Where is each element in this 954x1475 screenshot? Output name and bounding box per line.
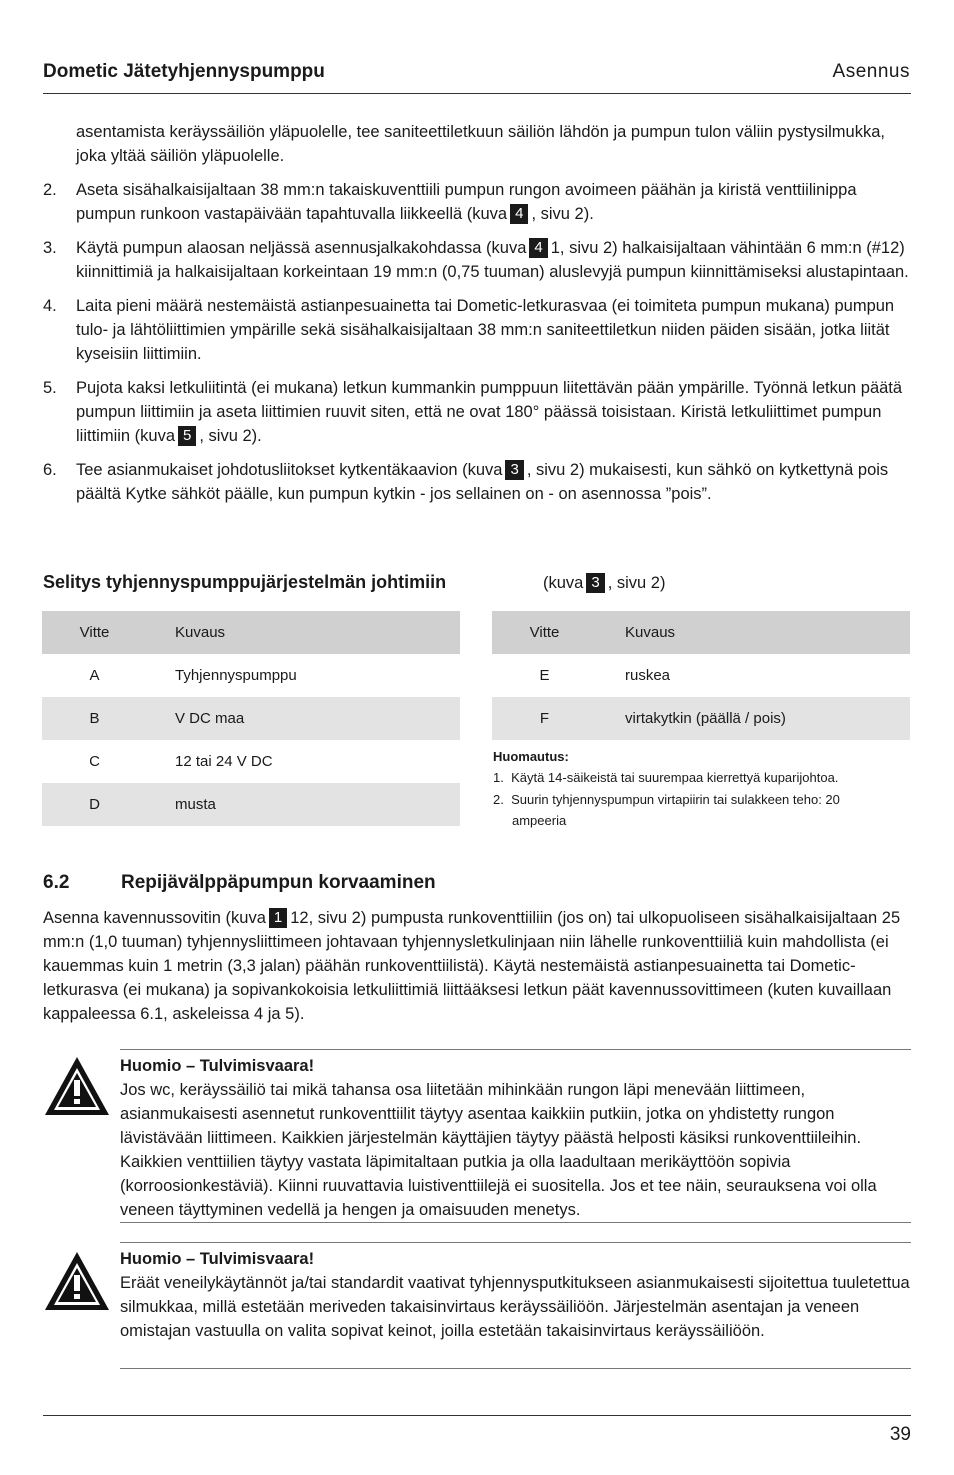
note-number: 1.	[493, 770, 504, 785]
document-title: Dometic Jätetyhjennyspumppu	[43, 61, 325, 82]
step-text: Aseta sisähalkaisijaltaan 38 mm:n takaiskuventtiili pumpun rungon avoimeen päähän ja kiristä venttiilinippa pumpun runkoon vastapäivään tapahtuvalla liikkeellä (kuva	[76, 181, 857, 223]
wiring-table-right	[492, 611, 910, 740]
column-header-description: Kuvaus	[147, 611, 460, 654]
notes-title: Huomautus:	[493, 749, 569, 764]
footer-divider	[43, 1415, 911, 1416]
step-5	[43, 376, 911, 448]
wiring-table-left	[42, 611, 460, 826]
step-number: 5.	[43, 379, 57, 397]
description-cell: ruskea	[625, 667, 671, 684]
table-row	[42, 740, 460, 783]
table-header-row	[492, 611, 910, 654]
header-divider	[43, 93, 911, 94]
wiring-legend-ref	[543, 573, 665, 593]
figure-ref-badge: 1	[269, 908, 287, 928]
warning-bottom-rule	[120, 1368, 911, 1369]
step-text-tail: , sivu 2).	[531, 205, 594, 223]
warning-text: Jos wc, keräyssäiliö tai mikä tahansa osa liitetään mihinkään rungon läpi menevään liittimeen, asianmukaisesti asennetut runkoventtiilit täytyy asentaa kaikkiin putkiin, jotka on yhdistetty rungon lävistävään liittimeen. Kaikkien järjestelmän käyttäjien täytyy päästä helposti käsiksi runkoventtiileihin. Kaikkien venttiilien täytyy vastata läpimitaltaan putkia ja olla laadultaan merikäyttöön sopivia (korroosionkestäviä). Kiinni ruuvattavia luistiventtiilejä ei suositella. Jos et tee näin, seurauksena voi olla veneen täyttyminen vedellä ja hengen ja omaisuuden menetys.	[120, 1081, 877, 1219]
note-1	[493, 767, 903, 788]
step-number: 3.	[43, 239, 57, 257]
ref-prefix: (kuva	[543, 574, 584, 592]
description-cell: musta	[147, 783, 460, 826]
step-3	[43, 236, 911, 284]
warning-title: Huomio – Tulvimisvaara!	[120, 1057, 315, 1075]
section-title: Repijävälppäpumpun korvaaminen	[121, 872, 436, 893]
step-2	[43, 178, 911, 226]
column-header-description: Kuvaus	[597, 611, 910, 654]
warning-bottom-rule	[120, 1222, 911, 1223]
note-number: 2.	[493, 792, 504, 807]
column-header-wire: Vitte	[492, 611, 597, 654]
paragraph-text: Asenna kavennussovitin (kuva	[43, 909, 266, 927]
table-row	[492, 697, 910, 740]
step-6	[43, 458, 911, 506]
step-4	[43, 294, 911, 366]
note-2	[493, 789, 892, 831]
step-text: Käytä pumpun alaosan neljässä asennusjalkakohdassa (kuva	[76, 239, 527, 257]
ref-suffix: , sivu 2)	[607, 574, 666, 592]
warning-triangle-icon	[43, 1055, 111, 1117]
wire-cell: F	[492, 697, 597, 740]
note-text: Käytä 14-säikeistä tai suurempaa kierrettyä kuparijohtoa.	[511, 770, 839, 785]
step-text-tail: 1, sivu 2) halkaisijaltaan vähintään 6 mm:n (#12) kiinnittimiä ja halkaisijaltaan korkeintaan 19 mm:n (0,75 tuuman) aluslevyjä pumpun kiinnittämiseksi alustapintaan.	[76, 239, 909, 281]
wire-cell: D	[42, 783, 147, 826]
table-row	[42, 697, 460, 740]
description-cell: virtakytkin (päällä / pois)	[597, 697, 910, 740]
note-text: Suurin tyhjennyspumpun virtapiirin tai sulakkeen teho: 20 ampeeria	[511, 792, 840, 828]
wire-cell: C	[89, 753, 100, 770]
section-paragraph	[43, 906, 911, 1026]
paragraph-text-tail: 12, sivu 2) pumpusta runkoventtiiliin (jos on) tai ulkopuoliseen sisähalkaisijaltaan 25 mm:n (1,0 tuuman) tyhjennysliittimeen johtavaan tyhjennysletkulinjaan niin lähelle runkoventtiiliä kuin mahdollista (ei kauemmas kuin 1 metrin (3,3 jalan) päähän runkoventtiilistä). Käytä nestemäistä astianpesuainetta tai Dometic-letkurasva (ei mukana) ja sopivankokoisia letkuliittimiä liittääksesi letkun päät kavennussovittimeen (kuten kuvaillaan kappaleessa 6.1, askeleissa 4 ja 5).	[43, 909, 901, 1023]
section-number: 6.2	[43, 872, 70, 893]
page-number: 39	[889, 1424, 911, 1445]
step-number: 2.	[43, 181, 57, 199]
step-continuation: asentamista keräyssäiliön yläpuolelle, tee saniteettiletkuun säiliön lähdön ja pumpun tulon väliin pystysilmukka, joka yltää säiliön yläpuolelle.	[76, 123, 885, 165]
wiring-legend-title: Selitys tyhjennyspumppujärjestelmän johtimiin	[43, 572, 447, 592]
step-text-tail: , sivu 2).	[199, 427, 262, 445]
figure-ref-badge: 4	[510, 204, 528, 224]
section-name: Asennus	[832, 61, 910, 82]
step-number: 4.	[43, 297, 57, 315]
warning-triangle-icon	[43, 1250, 111, 1312]
figure-ref-badge: 4	[529, 238, 547, 258]
step-number: 6.	[43, 461, 57, 479]
figure-ref-badge: 5	[178, 426, 196, 446]
step-text-tail: , sivu 2) mukaisesti, kun sähkö on kytkettynä pois päältä Kytke sähköt päälle, kun pumpun kytkin - jos sellainen on - on asennossa ”pois”.	[76, 461, 889, 503]
table-row	[42, 654, 460, 697]
table-header-row	[42, 611, 460, 654]
warning-block-2	[120, 1247, 911, 1343]
warning-title: Huomio – Tulvimisvaara!	[120, 1250, 315, 1268]
description-cell: 12 tai 24 V DC	[175, 753, 273, 770]
warning-block-1	[120, 1054, 911, 1222]
wire-cell: B	[42, 697, 147, 740]
installation-steps	[43, 120, 911, 516]
description-cell: V DC maa	[147, 697, 460, 740]
warning-top-rule	[120, 1049, 911, 1050]
table-row	[42, 783, 460, 826]
wire-cell: E	[539, 667, 550, 684]
wire-cell: A	[89, 667, 100, 684]
step-text: Pujota kaksi letkuliitintä (ei mukana) letkun kummankin pumppuun liitettävän pään ympärille. Työnnä letkun päätä pumpun liittimiin ja aseta liittimien ruuvit siten, että ne ovat 180° päässä toisistaan. Kiristä letkuliittimet pumpun liittimiin (kuva	[76, 379, 903, 445]
description-cell: Tyhjennyspumppu	[175, 667, 297, 684]
table-row	[492, 654, 910, 697]
figure-ref-badge: 3	[586, 573, 604, 593]
warning-top-rule	[120, 1242, 911, 1243]
step-text: Laita pieni määrä nestemäistä astianpesuainetta tai Dometic-letkurasvaa (ei toimiteta pumpun mukana) pumpun tulo- ja lähtöliittimien ympärille sekä sisähalkaisijaltaan 38 mm:n saniteettiletkun niiden päiden sisään, jotka liität kyseisiin liittimiin.	[76, 297, 895, 363]
warning-text: Eräät veneilykäytännöt ja/tai standardit vaativat tyhjennysputkitukseen asianmukaisesti sijoitettua tuuletettua silmukkaa, millä estetään meriveden takaisinvirtaus keräyssäiliöön. Järjestelmän asentajan ja veneen omistajan vastuulla on valita sopivat keinot, joilla estetään takaisinvirtaus keräyssäiliöön.	[120, 1274, 910, 1340]
column-header-wire: Vitte	[42, 611, 147, 654]
figure-ref-badge: 3	[505, 460, 523, 480]
step-text: Tee asianmukaiset johdotusliitokset kytkentäkaavion (kuva	[76, 461, 503, 479]
